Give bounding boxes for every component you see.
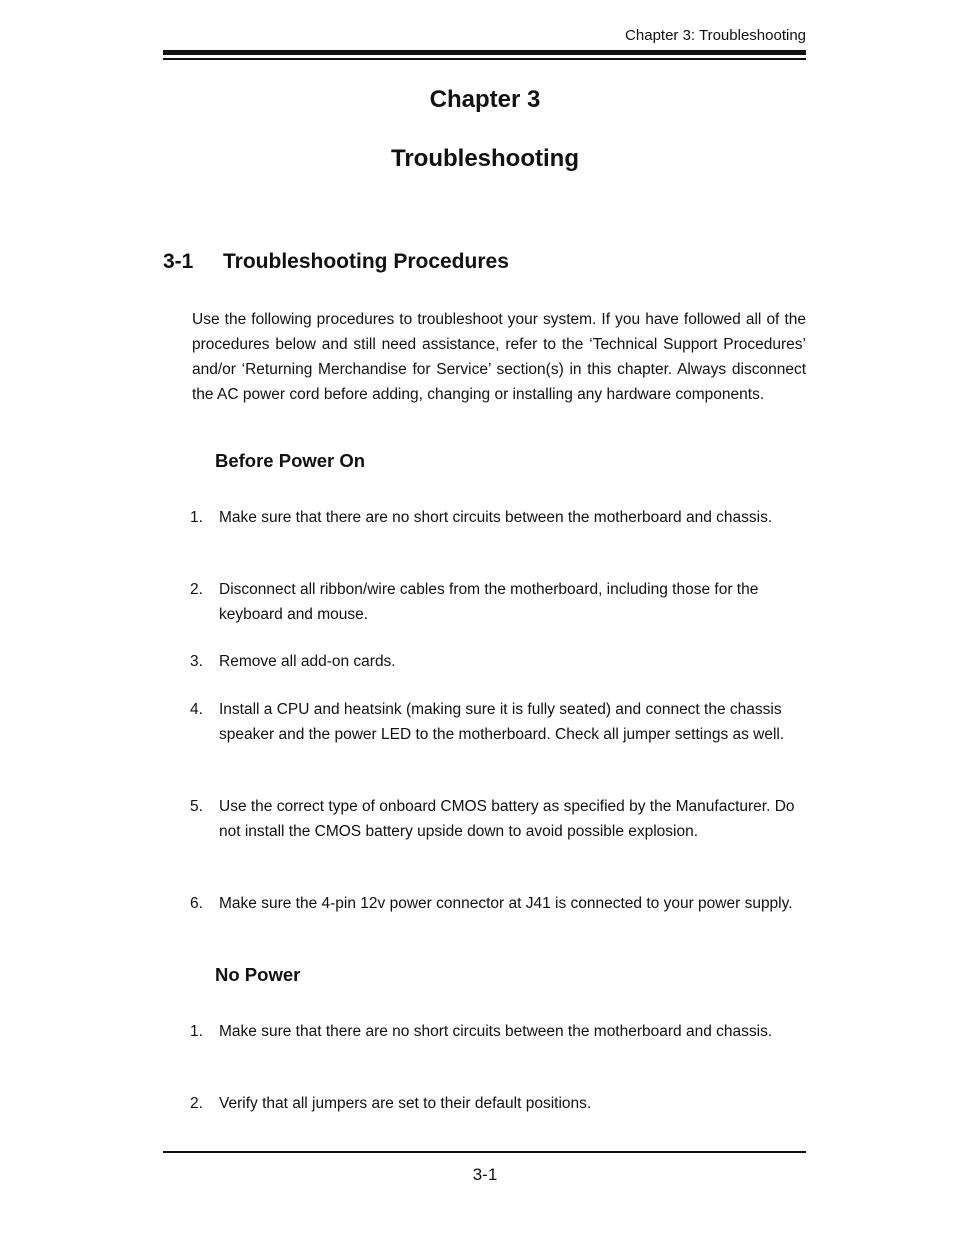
footer-rule bbox=[163, 1151, 806, 1153]
list-item bbox=[190, 1091, 800, 1116]
list-item-text: Make sure the 4-pin 12v power connector at J41 is connected to your power supply. bbox=[219, 895, 793, 912]
list-item-number: 2. bbox=[190, 581, 203, 598]
list-item-number: 5. bbox=[190, 798, 203, 815]
list-item-text: Disconnect all ribbon/wire cables from the motherboard, including those for the keyboard and mouse. bbox=[219, 581, 759, 623]
list-item-text: Verify that all jumpers are set to their default positions. bbox=[219, 1095, 592, 1112]
list-item-number: 6. bbox=[190, 895, 203, 912]
section-number: 3-1 bbox=[163, 250, 194, 273]
list-item-text: Use the correct type of onboard CMOS battery as specified by the Manufacturer. Do not install the CMOS battery upside down to avoid possible explosion. bbox=[219, 798, 795, 840]
list-item-text: Remove all add-on cards. bbox=[219, 653, 396, 670]
list-item bbox=[190, 891, 800, 916]
list-item-text: Install a CPU and heatsink (making sure it is fully seated) and connect the chassis speaker and the power LED to the motherboard. Check all jumper settings as well. bbox=[219, 701, 785, 743]
list-item bbox=[190, 697, 800, 747]
header-rule-thick bbox=[163, 50, 806, 55]
list-item bbox=[190, 649, 800, 674]
list-item-text: Make sure that there are no short circuits between the motherboard and chassis. bbox=[219, 1023, 773, 1040]
subheading-before-power-on: Before Power On bbox=[215, 450, 366, 471]
chapter-title: Troubleshooting bbox=[391, 145, 579, 172]
subheading-no-power: No Power bbox=[215, 964, 301, 985]
chapter-number: Chapter 3 bbox=[429, 86, 541, 113]
intro-paragraph: Use the following procedures to troubleshoot your system. If you have followed all of the procedures below and still need assistance, refer to the ‘Technical Support Procedures’ and/or ‘Returning Merchandise for Service’ section(s) in this chapter. Always disconnect the AC power cord before adding, changing or installing any hardware components. bbox=[192, 311, 806, 403]
list-item bbox=[190, 505, 800, 530]
list-item bbox=[190, 794, 800, 844]
list-item-number: 4. bbox=[190, 701, 203, 718]
list-item-number: 3. bbox=[190, 653, 203, 670]
running-header: Chapter 3: Troubleshooting bbox=[625, 27, 806, 44]
list-item-text: Make sure that there are no short circuits between the motherboard and chassis. bbox=[219, 509, 773, 526]
section-heading bbox=[163, 250, 509, 274]
list-item-number: 2. bbox=[190, 1095, 203, 1112]
section-title: Troubleshooting Procedures bbox=[223, 250, 509, 273]
page-number: 3-1 bbox=[472, 1165, 498, 1184]
list-item bbox=[190, 577, 800, 627]
list-item bbox=[190, 1019, 800, 1044]
list-item-number: 1. bbox=[190, 1023, 203, 1040]
list-item-number: 1. bbox=[190, 509, 203, 526]
header-rule-thin bbox=[163, 58, 806, 60]
